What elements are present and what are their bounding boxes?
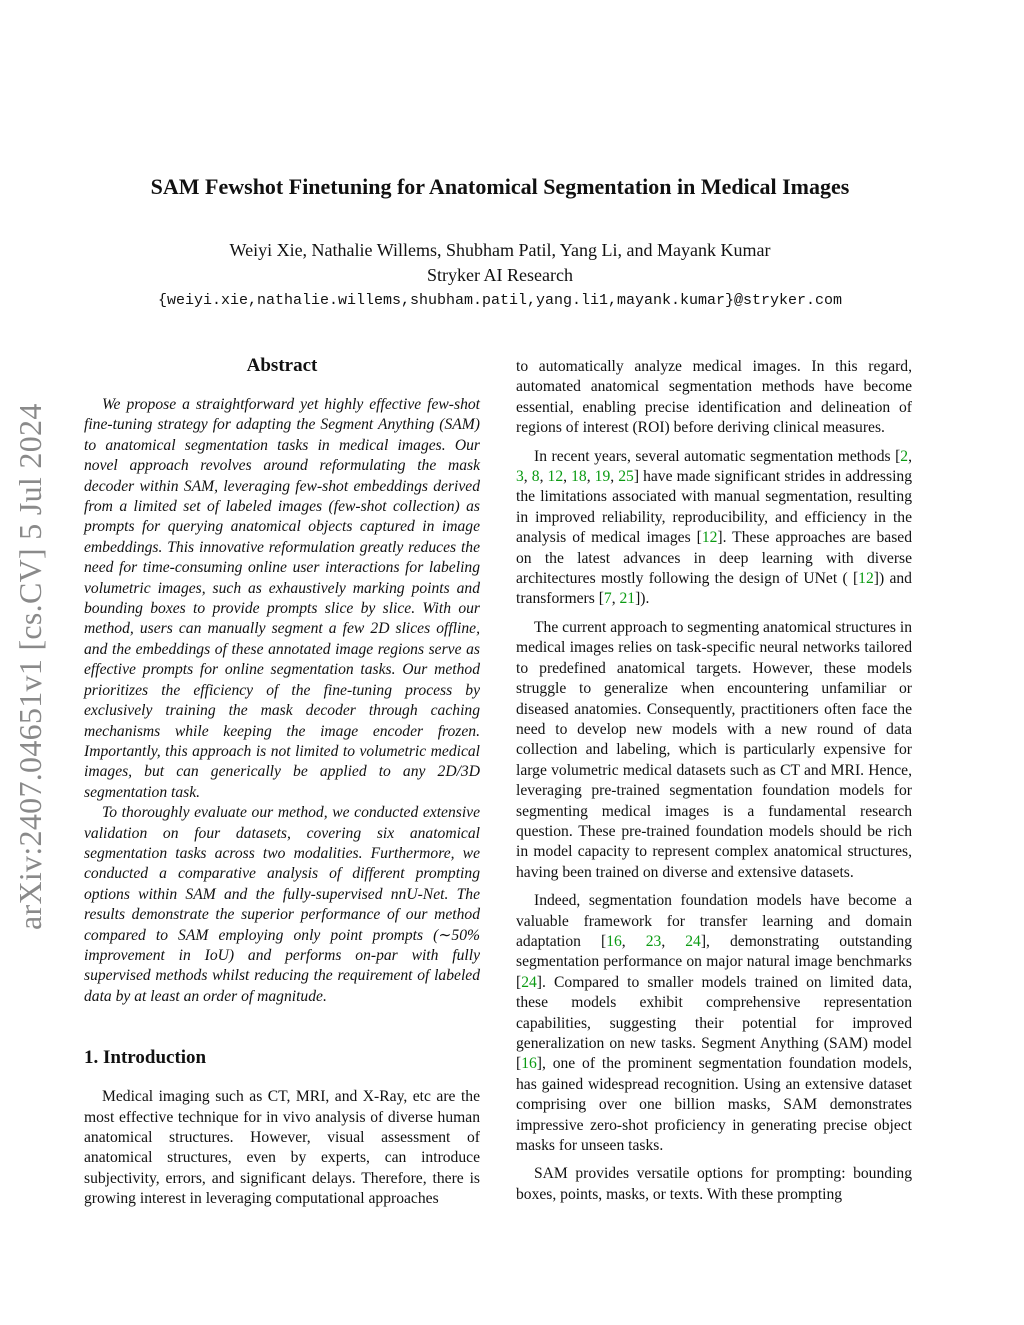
citation-link[interactable]: 8: [531, 468, 540, 486]
introduction-paragraph-1: Medical imaging such as CT, MRI, and X-Ray, etc are the most effective technique for in vivo analysis of diverse human anatomical structures. However, visual assessment of anatomical structures, even by experts, can introduce subjectivity, errors, and significant delays. Therefore, there is growing interest in leveraging computational approaches: [84, 1088, 480, 1208]
citation-link[interactable]: 16: [521, 1055, 537, 1073]
body-paragraph-continued: to automatically analyze medical images. In this regard, automated anatomical segmentation methods have become essential, enabling precise identification and delineation of regions of interest (ROI) before deriving clinical measures.: [516, 358, 912, 437]
abstract-paragraph-1: We propose a straightforward yet highly effective few-shot fine-tuning strategy for adapting the Segment Anything (SAM) to anatomical segmentation tasks in medical images. Our novel approach revolves around reformulating the mask decoder within SAM, leveraging few-shot embeddings derived from a limited set of labeled images (few-shot collection) as prompts for querying anatomical objects captured in image embeddings. This innovative reformulation greatly reduces the need for time-consuming online user interactions for labeling volumetric images, such as exhaustively marking points and bounding boxes to provide prompts slice by slice. With our method, users can manually segment a few 2D slices offline, and the embeddings of these annotated image regions serve as effective prompts for online segmentation tasks. Our method prioritizes the efficiency of the fine-tuning process by exclusively training the mask decoder through caching mechanisms while keeping the image encoder frozen. Importantly, this approach is not limited to volumetric medical images, but can generically be applied to any 2D/3D segmentation task.: [84, 396, 480, 801]
introduction-heading: 1. Introduction: [84, 1047, 207, 1069]
email-addresses: {weiyi.xie,nathalie.willems,shubham.patil,yang.li1,mayank.kumar}@stryker.com: [157, 292, 843, 309]
abstract-heading: Abstract: [246, 355, 318, 376]
citation-link[interactable]: 18: [571, 468, 587, 486]
arxiv-identifier: arXiv:2407.04651v1 [cs.CV] 5 Jul 2024: [12, 403, 48, 930]
abstract-paragraph-2: To thoroughly evaluate our method, we conducted extensive validation on four datasets, covering six anatomical segmentation tasks across two modalities. Furthermore, we conducted a comparative analysis of different prompting options within SAM and the fully-supervised nnU-Net. The results demonstrate the superior performance of our method compared to SAM employing only point prompts (∼50% improvement in IoU) and performs on-par with fully supervised methods whilst reducing the requirement of labeled data by at least an order of magnitude.: [84, 804, 480, 1005]
citation-link[interactable]: 25: [618, 468, 634, 486]
body-paragraph-foundation-models: Indeed, segmentation foundation models have become a valuable framework for transfer learning and domain adaptation [16, 23, 24], demonstrating outstanding segmentation performance on major natural image benchmarks [24]. Compared to smaller models trained on limited data, these models exhibit comprehensive representation capabilities, suggesting their potential for improved generalization on new tasks. Segment Anything (SAM) model [16], one of the prominent segmentation foundation models, has gained widespread recognition. Using an extensive dataset comprising over one billion masks, SAM demonstrates impressive zero-shot proficiency in generating precise object masks for unseen tasks.: [516, 892, 912, 1155]
citation-link[interactable]: 19: [594, 468, 611, 486]
citation-link[interactable]: 2: [900, 447, 909, 465]
body-paragraph-recent-methods: In recent years, several automatic segmentation methods [2, 3, 8, 12, 18, 19, 25] have made significant strides in addressing the limitations associated with manual segmentation, resulting in improved reliability, reproducibility, and efficiency in the analysis of medical images [12]. These approaches are based on the latest advances in deep learning with diverse architectures mostly following the design of UNet ( [12]) and transformers [7, 21]).: [516, 447, 912, 608]
citation-link[interactable]: 7: [603, 590, 612, 608]
citation-link[interactable]: 24: [685, 932, 701, 950]
citation-link[interactable]: 24: [521, 973, 537, 991]
body-paragraph-sam-prompting: SAM provides versatile options for prompting: bounding boxes, points, masks, or texts. With these prompting: [516, 1165, 912, 1203]
author-list: Weiyi Xie, Nathalie Willems, Shubham Patil, Yang Li, and Mayank Kumar: [229, 240, 771, 260]
paper-title: SAM Fewshot Finetuning for Anatomical Segmentation in Medical Images: [150, 174, 850, 199]
introduction-section: [84, 1047, 480, 1209]
citation-link[interactable]: 16: [606, 932, 622, 950]
abstract-section: [84, 355, 480, 1007]
citation-link[interactable]: 21: [619, 590, 636, 608]
left-column: [84, 355, 480, 1210]
citation-link[interactable]: 23: [645, 932, 662, 950]
body-paragraph-current-approach: The current approach to segmenting anatomical structures in medical images relies on task-specific neural networks tailored to predefined anatomical targets. However, these models struggle to generalize when encountering unfamiliar or diseased anatomies. Consequently, practitioners often face the need to develop new models with a new round of data collection and labeling, which is particularly expensive for large volumetric medical datasets such as CT and MRI. Hence, leveraging pre-trained segmentation foundation models for segmenting medical images is a fundamental research question. These pre-trained foundation models should be rich in model capacity to represent complex anatomical structures, having been trained on diverse and extensive datasets.: [516, 618, 913, 881]
citation-link[interactable]: 12: [701, 529, 718, 547]
citation-link[interactable]: 3: [516, 468, 524, 486]
citation-link[interactable]: 12: [858, 570, 874, 588]
right-column: [516, 357, 912, 1205]
citation-link[interactable]: 12: [547, 468, 564, 486]
affiliation: Stryker AI Research: [427, 265, 573, 285]
